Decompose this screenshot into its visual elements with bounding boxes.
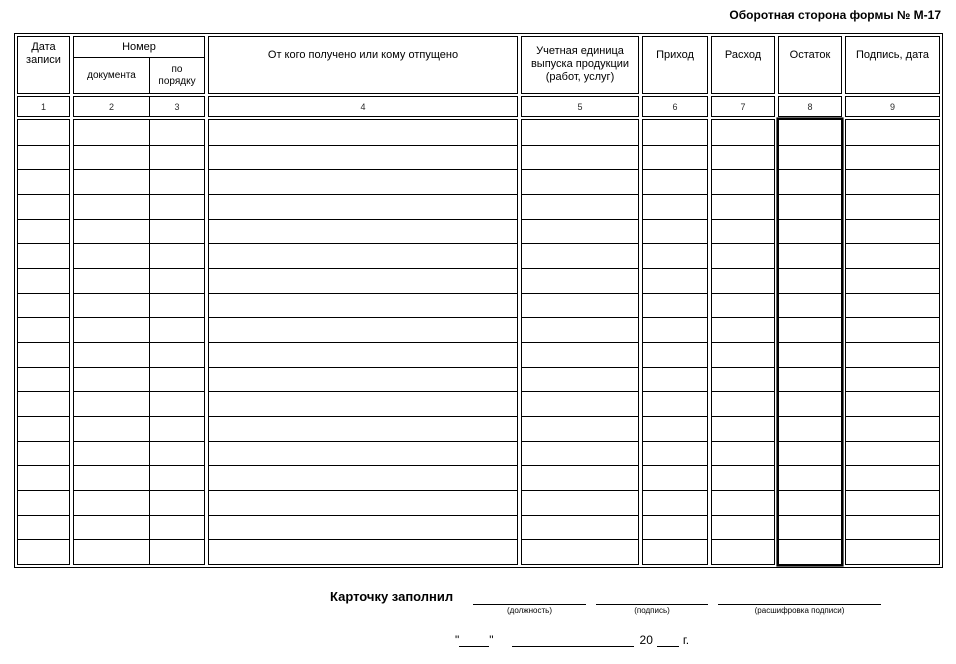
empty-table-cell bbox=[18, 441, 69, 466]
empty-table-cell bbox=[150, 268, 204, 293]
empty-table-cell bbox=[643, 391, 707, 416]
empty-table-cell bbox=[846, 293, 939, 318]
body-col-balance bbox=[778, 119, 842, 565]
empty-table-cell bbox=[74, 219, 150, 244]
empty-table-cell bbox=[643, 194, 707, 219]
empty-table-cell bbox=[522, 416, 638, 441]
empty-table-cell bbox=[209, 515, 517, 540]
empty-table-cell bbox=[712, 515, 774, 540]
column-number-1: 1 bbox=[17, 96, 70, 117]
empty-table-cell bbox=[209, 490, 517, 515]
empty-table-cell bbox=[643, 416, 707, 441]
empty-table-cell bbox=[712, 367, 774, 392]
materials-record-table bbox=[14, 33, 943, 568]
empty-table-cell bbox=[712, 342, 774, 367]
body-col-from-whom bbox=[208, 119, 518, 565]
empty-table-cell bbox=[74, 342, 150, 367]
empty-table-cell bbox=[643, 342, 707, 367]
empty-table-cell bbox=[846, 194, 939, 219]
column-number-6: 6 bbox=[642, 96, 708, 117]
year-century: 20 bbox=[639, 633, 653, 647]
empty-table-cell bbox=[846, 416, 939, 441]
empty-table-cell bbox=[209, 465, 517, 490]
empty-table-cell bbox=[522, 465, 638, 490]
empty-table-cell bbox=[643, 293, 707, 318]
empty-table-cell bbox=[150, 490, 204, 515]
empty-table-cell bbox=[74, 441, 150, 466]
empty-table-cell bbox=[712, 539, 774, 564]
body-col-signature-date bbox=[845, 119, 940, 565]
empty-table-cell bbox=[846, 367, 939, 392]
open-quote: " bbox=[455, 633, 460, 647]
empty-table-cell bbox=[712, 490, 774, 515]
empty-table-cell bbox=[74, 194, 150, 219]
empty-table-cell bbox=[18, 194, 69, 219]
empty-table-cell bbox=[150, 539, 204, 564]
empty-table-cell bbox=[150, 169, 204, 194]
empty-table-cell bbox=[643, 490, 707, 515]
empty-table-cell bbox=[779, 293, 841, 318]
empty-table-cell bbox=[522, 342, 638, 367]
empty-table-cell bbox=[846, 465, 939, 490]
empty-table-cell bbox=[209, 539, 517, 564]
empty-table-cell bbox=[522, 441, 638, 466]
header-balance: Остаток bbox=[778, 36, 842, 94]
empty-table-cell bbox=[18, 243, 69, 268]
empty-table-cell bbox=[522, 515, 638, 540]
empty-table-cell bbox=[209, 268, 517, 293]
empty-table-cell bbox=[209, 219, 517, 244]
empty-table-cell bbox=[74, 317, 150, 342]
empty-table-cell bbox=[712, 120, 774, 145]
transcript-blank-line bbox=[718, 595, 881, 605]
header-record-date: Дата записи bbox=[17, 36, 70, 94]
empty-table-cell bbox=[522, 243, 638, 268]
empty-table-cell bbox=[522, 317, 638, 342]
body-col-numbers bbox=[73, 119, 205, 565]
header-accounting-unit: Учетная единица выпуска продукции (работ, услуг) bbox=[521, 36, 639, 94]
empty-table-cell bbox=[522, 391, 638, 416]
empty-table-cell bbox=[712, 243, 774, 268]
signature-label: (подпись) bbox=[634, 606, 670, 615]
empty-table-cell bbox=[209, 145, 517, 170]
year-suffix: г. bbox=[682, 633, 690, 647]
empty-table-cell bbox=[18, 465, 69, 490]
empty-table-cell bbox=[712, 169, 774, 194]
empty-table-cell bbox=[150, 342, 204, 367]
empty-table-cell bbox=[779, 145, 841, 170]
empty-table-cell bbox=[74, 268, 150, 293]
empty-table-cell bbox=[643, 268, 707, 293]
empty-table-cell bbox=[150, 194, 204, 219]
column-number-7: 7 bbox=[711, 96, 775, 117]
day-blank-line bbox=[459, 633, 489, 647]
signature-blank-line bbox=[596, 595, 708, 605]
empty-table-cell bbox=[209, 169, 517, 194]
empty-table-cell bbox=[18, 293, 69, 318]
empty-table-cell bbox=[522, 194, 638, 219]
empty-table-cell bbox=[150, 416, 204, 441]
empty-table-cell bbox=[846, 145, 939, 170]
empty-table-cell bbox=[779, 169, 841, 194]
empty-table-cell bbox=[150, 219, 204, 244]
empty-table-cell bbox=[712, 293, 774, 318]
empty-table-cell bbox=[779, 539, 841, 564]
empty-table-cell bbox=[522, 145, 638, 170]
empty-table-cell bbox=[18, 268, 69, 293]
empty-table-cell bbox=[846, 169, 939, 194]
empty-table-cell bbox=[779, 490, 841, 515]
empty-table-cell bbox=[209, 416, 517, 441]
empty-table-cell bbox=[846, 219, 939, 244]
empty-table-cell bbox=[712, 219, 774, 244]
position-signature-field bbox=[473, 595, 586, 616]
empty-table-cell bbox=[846, 317, 939, 342]
column-number-4: 4 bbox=[208, 96, 518, 117]
column-number-5: 5 bbox=[521, 96, 639, 117]
column-number-9: 9 bbox=[845, 96, 940, 117]
empty-table-cell bbox=[712, 194, 774, 219]
transcript-label: (расшифровка подписи) bbox=[754, 606, 845, 615]
empty-table-cell bbox=[712, 441, 774, 466]
empty-table-cell bbox=[18, 317, 69, 342]
empty-table-cell bbox=[779, 243, 841, 268]
empty-table-cell bbox=[712, 416, 774, 441]
empty-table-cell bbox=[150, 243, 204, 268]
empty-table-cell bbox=[846, 490, 939, 515]
empty-table-cell bbox=[779, 342, 841, 367]
position-label: (должность) bbox=[507, 606, 552, 615]
body-col-income bbox=[642, 119, 708, 565]
empty-table-cell bbox=[209, 293, 517, 318]
signature-field bbox=[596, 595, 708, 616]
column-number-8: 8 bbox=[778, 96, 842, 117]
empty-table-cell bbox=[643, 539, 707, 564]
header-signature-date: Подпись, дата bbox=[845, 36, 940, 94]
body-col-accounting-unit bbox=[521, 119, 639, 565]
empty-table-cell bbox=[846, 391, 939, 416]
empty-table-cell bbox=[74, 539, 150, 564]
empty-table-cell bbox=[779, 317, 841, 342]
empty-table-cell bbox=[522, 120, 638, 145]
close-quote: " bbox=[489, 633, 494, 647]
empty-table-cell bbox=[643, 169, 707, 194]
empty-table-cell bbox=[643, 243, 707, 268]
empty-table-cell bbox=[522, 219, 638, 244]
body-col-record-date bbox=[17, 119, 70, 565]
empty-table-cell bbox=[846, 120, 939, 145]
header-document-number: документа bbox=[74, 58, 150, 93]
empty-table-cell bbox=[150, 515, 204, 540]
empty-table-cell bbox=[522, 169, 638, 194]
header-number-group bbox=[73, 36, 205, 94]
empty-table-cell bbox=[18, 416, 69, 441]
empty-table-cell bbox=[209, 243, 517, 268]
empty-table-cell bbox=[209, 194, 517, 219]
empty-table-cell bbox=[779, 219, 841, 244]
empty-table-cell bbox=[209, 317, 517, 342]
empty-table-cell bbox=[18, 515, 69, 540]
empty-table-cell bbox=[643, 145, 707, 170]
empty-table-cell bbox=[150, 391, 204, 416]
empty-table-cell bbox=[522, 293, 638, 318]
empty-table-cell bbox=[18, 169, 69, 194]
empty-table-cell bbox=[74, 367, 150, 392]
empty-table-cell bbox=[209, 391, 517, 416]
empty-table-cell bbox=[74, 490, 150, 515]
empty-table-cell bbox=[522, 539, 638, 564]
empty-table-cell bbox=[150, 465, 204, 490]
empty-table-cell bbox=[779, 441, 841, 466]
empty-table-cell bbox=[18, 342, 69, 367]
header-from-whom: От кого получено или кому отпущено bbox=[208, 36, 518, 94]
empty-table-cell bbox=[779, 268, 841, 293]
empty-table-cell bbox=[74, 243, 150, 268]
empty-table-cell bbox=[18, 145, 69, 170]
empty-table-cell bbox=[522, 268, 638, 293]
empty-table-cell bbox=[712, 268, 774, 293]
empty-table-cell bbox=[779, 515, 841, 540]
empty-table-cell bbox=[18, 490, 69, 515]
body-col-expense bbox=[711, 119, 775, 565]
signature-transcript-field bbox=[718, 595, 881, 616]
form-title: Оборотная сторона формы № М-17 bbox=[729, 8, 941, 22]
empty-table-cell bbox=[74, 416, 150, 441]
empty-table-cell bbox=[846, 243, 939, 268]
empty-table-cell bbox=[150, 293, 204, 318]
empty-table-cell bbox=[18, 367, 69, 392]
empty-table-cell bbox=[74, 391, 150, 416]
table-body bbox=[17, 119, 940, 565]
date-line bbox=[455, 633, 689, 647]
header-income: Приход bbox=[642, 36, 708, 94]
month-blank-line bbox=[512, 633, 634, 647]
empty-table-cell bbox=[712, 465, 774, 490]
empty-table-cell bbox=[846, 539, 939, 564]
header-number-subrow bbox=[74, 58, 204, 93]
empty-table-cell bbox=[846, 268, 939, 293]
empty-table-cell bbox=[74, 120, 150, 145]
header-expense: Расход bbox=[711, 36, 775, 94]
empty-table-cell bbox=[522, 490, 638, 515]
empty-table-cell bbox=[643, 441, 707, 466]
empty-table-cell bbox=[643, 515, 707, 540]
empty-table-cell bbox=[846, 441, 939, 466]
empty-table-cell bbox=[74, 515, 150, 540]
empty-table-cell bbox=[712, 317, 774, 342]
year-blank-line bbox=[657, 633, 679, 647]
empty-table-cell bbox=[846, 342, 939, 367]
empty-table-cell bbox=[643, 465, 707, 490]
header-number-title: Номер bbox=[74, 37, 204, 58]
column-numbers-2-3 bbox=[73, 96, 205, 117]
empty-table-cell bbox=[150, 367, 204, 392]
empty-table-cell bbox=[779, 391, 841, 416]
empty-table-cell bbox=[74, 293, 150, 318]
empty-table-cell bbox=[779, 194, 841, 219]
empty-table-cell bbox=[643, 219, 707, 244]
empty-table-cell bbox=[209, 342, 517, 367]
empty-table-cell bbox=[74, 465, 150, 490]
empty-table-cell bbox=[712, 391, 774, 416]
empty-table-cell bbox=[522, 367, 638, 392]
empty-table-cell bbox=[18, 391, 69, 416]
column-number-2: 2 bbox=[74, 97, 150, 116]
header-order-number: по порядку bbox=[158, 63, 196, 87]
empty-table-cell bbox=[74, 145, 150, 170]
position-blank-line bbox=[473, 595, 586, 605]
empty-table-cell bbox=[18, 539, 69, 564]
empty-table-cell bbox=[643, 317, 707, 342]
empty-table-cell bbox=[779, 416, 841, 441]
empty-table-cell bbox=[846, 515, 939, 540]
empty-table-cell bbox=[643, 120, 707, 145]
empty-table-cell bbox=[779, 465, 841, 490]
empty-table-cell bbox=[209, 441, 517, 466]
empty-table-cell bbox=[643, 367, 707, 392]
empty-table-cell bbox=[150, 145, 204, 170]
empty-table-cell bbox=[779, 120, 841, 145]
column-number-3: 3 bbox=[174, 101, 180, 112]
empty-table-cell bbox=[779, 367, 841, 392]
empty-table-cell bbox=[209, 367, 517, 392]
table-header-row bbox=[17, 36, 940, 94]
filled-by-label: Карточку заполнил bbox=[330, 589, 454, 604]
empty-table-cell bbox=[209, 120, 517, 145]
empty-table-cell bbox=[18, 219, 69, 244]
empty-table-cell bbox=[150, 120, 204, 145]
empty-table-cell bbox=[150, 317, 204, 342]
empty-table-cell bbox=[74, 169, 150, 194]
empty-table-cell bbox=[18, 120, 69, 145]
empty-table-cell bbox=[150, 441, 204, 466]
empty-table-cell bbox=[712, 145, 774, 170]
column-numbers-row bbox=[17, 96, 940, 117]
